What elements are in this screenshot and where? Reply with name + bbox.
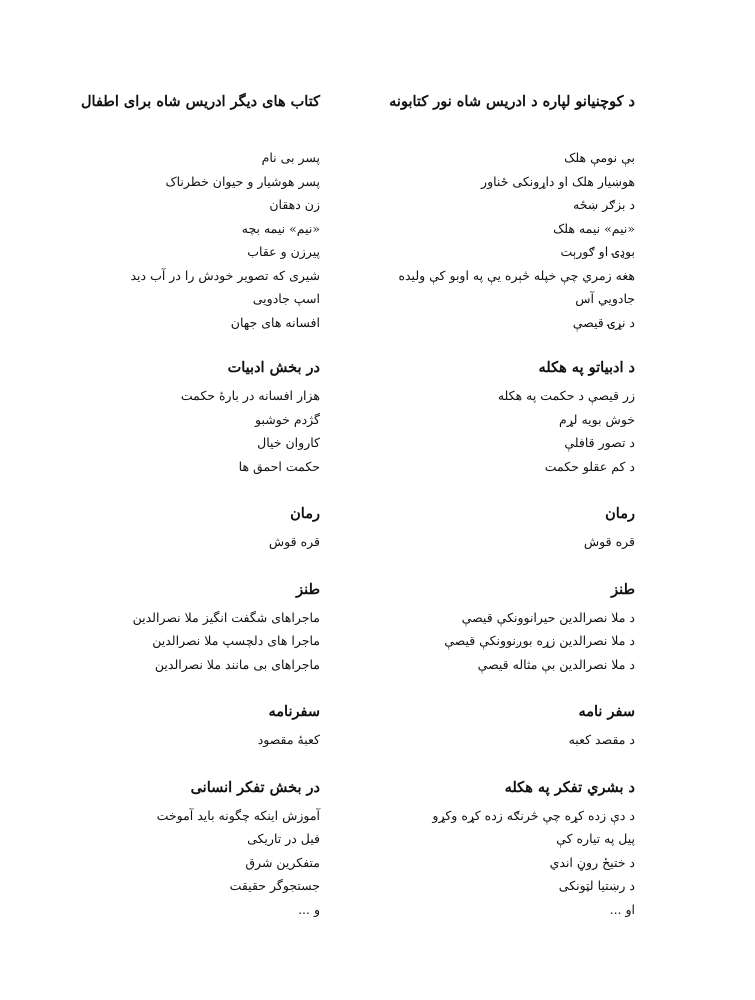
- book-section: [20, 504, 320, 554]
- book-section: [20, 778, 320, 922]
- book-title: بوډۍ او ګورېت: [560, 244, 635, 259]
- book-title: ماجراهای بی مانند ملا نصرالدین: [154, 656, 320, 672]
- book-title: زر قیصې د حکمت په هکله: [497, 388, 635, 403]
- book-title: پسر هوشیار و حیوان خطرناک: [165, 173, 320, 189]
- book-title: د رښتیا لټونکی: [558, 878, 635, 893]
- book-title: هزار افسانه در بارهٔ حکمت: [180, 388, 320, 403]
- pashto-book-column: [335, 92, 635, 947]
- persian-book-column: [20, 92, 320, 947]
- book-section: [335, 778, 635, 922]
- book-section: [335, 504, 635, 554]
- book-title: کاروان خیال: [257, 435, 320, 450]
- book-title: او ...: [609, 901, 635, 917]
- book-title: د نړۍ قیصې: [572, 314, 635, 330]
- book-title: افسانه های جهان: [230, 314, 320, 330]
- book-section: [20, 702, 320, 752]
- book-title: اسپ جادویی: [252, 291, 320, 306]
- book-title: د تصور قافلې: [564, 435, 635, 450]
- section-heading: طنز: [611, 580, 635, 598]
- book-title: جادویي آس: [575, 291, 635, 306]
- section-heading: در بخش ادبیات: [227, 359, 320, 376]
- book-title: بې نومې هلک: [564, 150, 635, 165]
- section-heading: در بخش تفکر انسانی: [190, 778, 320, 796]
- book-title: پسر بی نام: [261, 150, 320, 165]
- book-title: ماجرا های دلچسپ ملا نصرالدین: [152, 633, 320, 648]
- book-title: پیل په تیاره کې: [556, 831, 635, 846]
- book-title: هغه زمري چې خپله څېره یې په اوبو کې ولیده: [398, 267, 635, 283]
- book-title: هوښیار هلک او داړونکی ځناور: [481, 173, 635, 189]
- section-heading: سفرنامه: [268, 703, 320, 720]
- book-section: [20, 358, 320, 478]
- book-title: و ...: [298, 901, 320, 917]
- book-title: د ملا نصرالدین بې مثاله قیصې: [477, 656, 635, 672]
- section-heading: رمان: [605, 505, 635, 522]
- book-section: [335, 580, 635, 677]
- book-title: پیرزن و عقاب: [247, 244, 320, 259]
- book-title: گژدم خوشبو: [254, 411, 320, 427]
- book-title: متفکرین شرق: [245, 854, 320, 870]
- section-heading: د بشري تفکر په هکله: [504, 778, 635, 796]
- section-heading: طنز: [296, 580, 320, 598]
- section-heading: سفر نامه: [578, 703, 635, 720]
- section-heading: د کوچنیانو لپاره د ادریس شاه نور کتابونه: [389, 93, 635, 110]
- book-title: د دې زده کړه چې څرنګه زده کړه وکړو: [432, 807, 635, 823]
- section-heading: کتاب های دیگر ادریس شاه برای اطفال: [81, 93, 320, 110]
- book-title: حکمت احمق ها: [238, 458, 320, 474]
- book-title: قره قوش: [268, 534, 320, 549]
- book-title: فیل در تاریکی: [247, 831, 320, 846]
- book-title: جستجوگر حقیقت: [229, 878, 320, 893]
- book-title: خوش بویه لړم: [559, 411, 635, 427]
- book-title: د ختیځ روڼ اندي: [549, 854, 635, 870]
- book-title: شیری که تصویر خودش را در آب دید: [130, 267, 320, 283]
- section-heading: د ادبیاتو په هکله: [538, 359, 635, 376]
- book-title: د ملا نصرالدین زړه بوږنوونکې قیصې: [444, 633, 635, 648]
- book-title: د ملا نصرالدین حیرانوونکې قیصې: [461, 609, 635, 625]
- book-section: [335, 702, 635, 752]
- book-title: د کم عقلو حکمت: [544, 458, 635, 474]
- book-section: [20, 580, 320, 677]
- book-title: «نیم» نیمه بچه: [241, 220, 320, 236]
- book-title: زن دهقان: [269, 197, 320, 212]
- book-title: د مقصد کعبه: [568, 732, 635, 747]
- book-title: کعبهٔ مقصود: [257, 732, 320, 747]
- book-section: [335, 358, 635, 478]
- section-heading: رمان: [290, 505, 320, 522]
- book-title: آموزش اینکه چگونه باید آموخت: [156, 807, 320, 823]
- book-title: د بزګر ښځه: [573, 197, 635, 212]
- book-title: قره قوش: [583, 534, 635, 549]
- book-section: [335, 92, 635, 334]
- book-section: [20, 92, 320, 334]
- book-title: ماجراهای شگفت انگیز ملا نصرالدین: [132, 609, 320, 625]
- book-title: «نیم» نیمه هلک: [553, 220, 635, 236]
